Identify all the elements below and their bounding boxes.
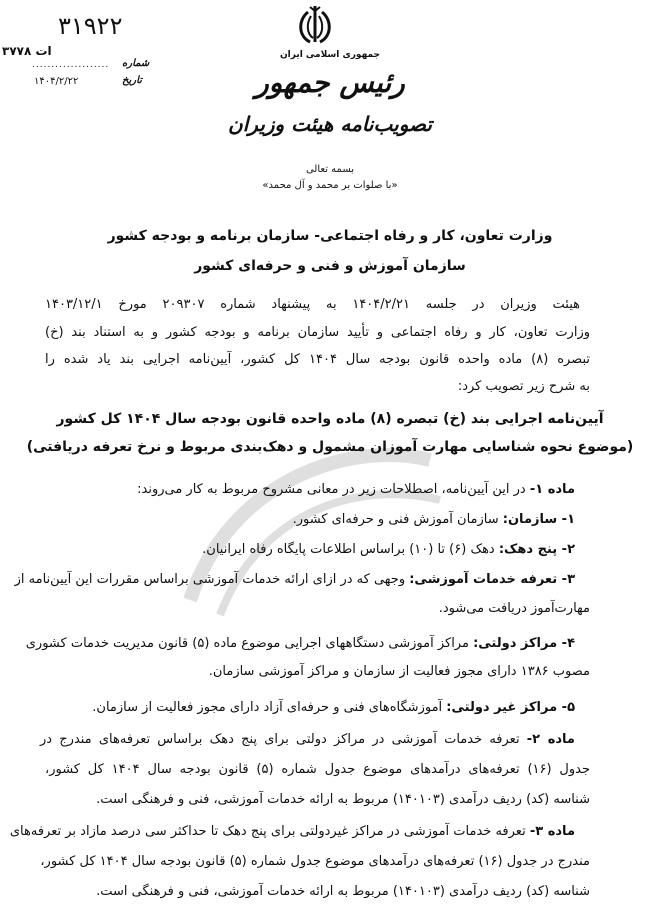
recipients-line-1: وزارت تعاون، کار و رفاه اجتماعی- سازمان برنامه و بودجه کشور [107,228,553,244]
emblem-icon [296,4,334,48]
preamble-line: به شرح زیر تصویب کرد: [457,379,590,394]
handwritten-number: ۳۱۹۲۲ [58,12,123,40]
preamble-line: تبصره (۸) ماده واحده قانون بودجه سال ۱۴۰۴ کل کشور، آیین‌نامه اجرایی بند یاد شده را [45,352,590,367]
article-2-line: جدول (۱۶) تعرفه‌های درآمدهای موضوع جدول شماره (۵) قانون بودجه سال ۱۴۰۴ کل کشور، [45,762,590,777]
country-name: جمهوری اسلامی ایران [279,50,381,60]
definition-continuation: مهارت‌آموز دریافت می‌شود. [438,601,590,616]
article-3-label: ماده ۳- [529,824,575,839]
article-2-line: شناسه (کد) ردیف درآمدی (۱۴۰۱۰۳) مربوط به ارائه خدمات آموزشی، فنی و فرهنگی است. [96,792,590,807]
preamble-line: هیئت وزیران در جلسه ۱۴۰۴/۲/۲۱ به پیشنهاد شماره ۲۰۹۳۰۷ مورخ ۱۴۰۳/۱۲/۱ [45,297,580,312]
invocation-line: بسمه تعالی [305,164,355,175]
recipients-line-2: سازمان آموزش و فنی و حرفه‌ای کشور [194,258,466,274]
article-2-label: ماده ۲- [526,732,575,747]
regulation-title-line-2: (موضوع نحوه شناسایی مهارت آموزان مشمول و دهک‌بندی مربوط و نرخ تعرفه دریافتی) [26,439,634,455]
definition-item: ۱- سازمان: سازمان آموزش فنی و حرفه‌ای کشور. [292,512,575,527]
definition-item: ۲- پنج دهک: دهک (۶) تا (۱۰) براساس اطلاعات پایگاه رفاه ایرانیان. [202,542,575,557]
number-label: شماره [122,58,150,69]
date-value: ۱۴۰۴/۲/۲۲ [34,76,79,87]
regulation-title-line-1: آیین‌نامه اجرایی بند (خ) تبصره (۸) ماده واحده قانون بودجه سال ۱۴۰۴ کل کشور [56,411,604,427]
date-label: تاریخ [122,75,142,86]
article-3-line: مندرج در جدول (۱۶) تعرفه‌های درآمدهای موضوع جدول شماره (۵) قانون بودجه سال ۱۴۰۴ کل کشور، [40,854,590,869]
definition-continuation: مصوب ۱۳۸۶ دارای مجوز فعالیت از سازمان و مراکز آموزشی سازمان. [208,664,590,679]
document-type: تصویب‌نامه هیئت وزیران [228,112,432,136]
article-3-line: ماده ۳- تعرفه خدمات آموزشی در مراکز غیردولتی برای پنج دهک تا حداکثر سی درصد مازاد بر تعرفه‌های [9,824,575,839]
office-title: رئیس جمهور [255,66,405,99]
article-1-intro: ماده ۱- در این آیین‌نامه، اصطلاحات زیر در معانی مشروح مربوط به کار می‌روند: [137,482,575,497]
article-3-line: شناسه (کد) ردیف درآمدی (۱۴۰۱۰۳) مربوط به ارائه خدمات آموزشی، فنی و فرهنگی است. [96,884,590,899]
preamble-line: وزارت تعاون، کار و رفاه اجتماعی و تأیید سازمان برنامه و بودجه کشور و به استناد بند (خ) [45,325,590,340]
definition-item: ۳- تعرفه خدمات آموزشی: وجهی که در ازای ارائه خدمات آموزشی براساس مقررات این آیین‌نامه از [14,572,575,587]
reference-code: ات ۳۷۷۸ [2,44,52,58]
number-value: .................... [32,60,110,70]
article-2-line: ماده ۲- تعرفه خدمات آموزشی در مراکز دولتی برای پنج دهک براساس تعرفه‌های مندرج در [40,732,575,747]
salavat-line: «با صلوات بر محمد و آل محمد» [262,180,398,191]
definition-item: ۵- مراکز غیر دولتی: آموزشگاه‌های فنی و حرفه‌ای آزاد دارای مجوز فعالیت از سازمان. [92,700,575,715]
article-1-label: ماده ۱- [529,482,575,497]
definition-item: ۴- مراکز دولتی: مراکز آموزشی دستگاههای اجرایی موضوع ماده (۵) قانون مدیریت خدمات کشوری [25,636,575,651]
